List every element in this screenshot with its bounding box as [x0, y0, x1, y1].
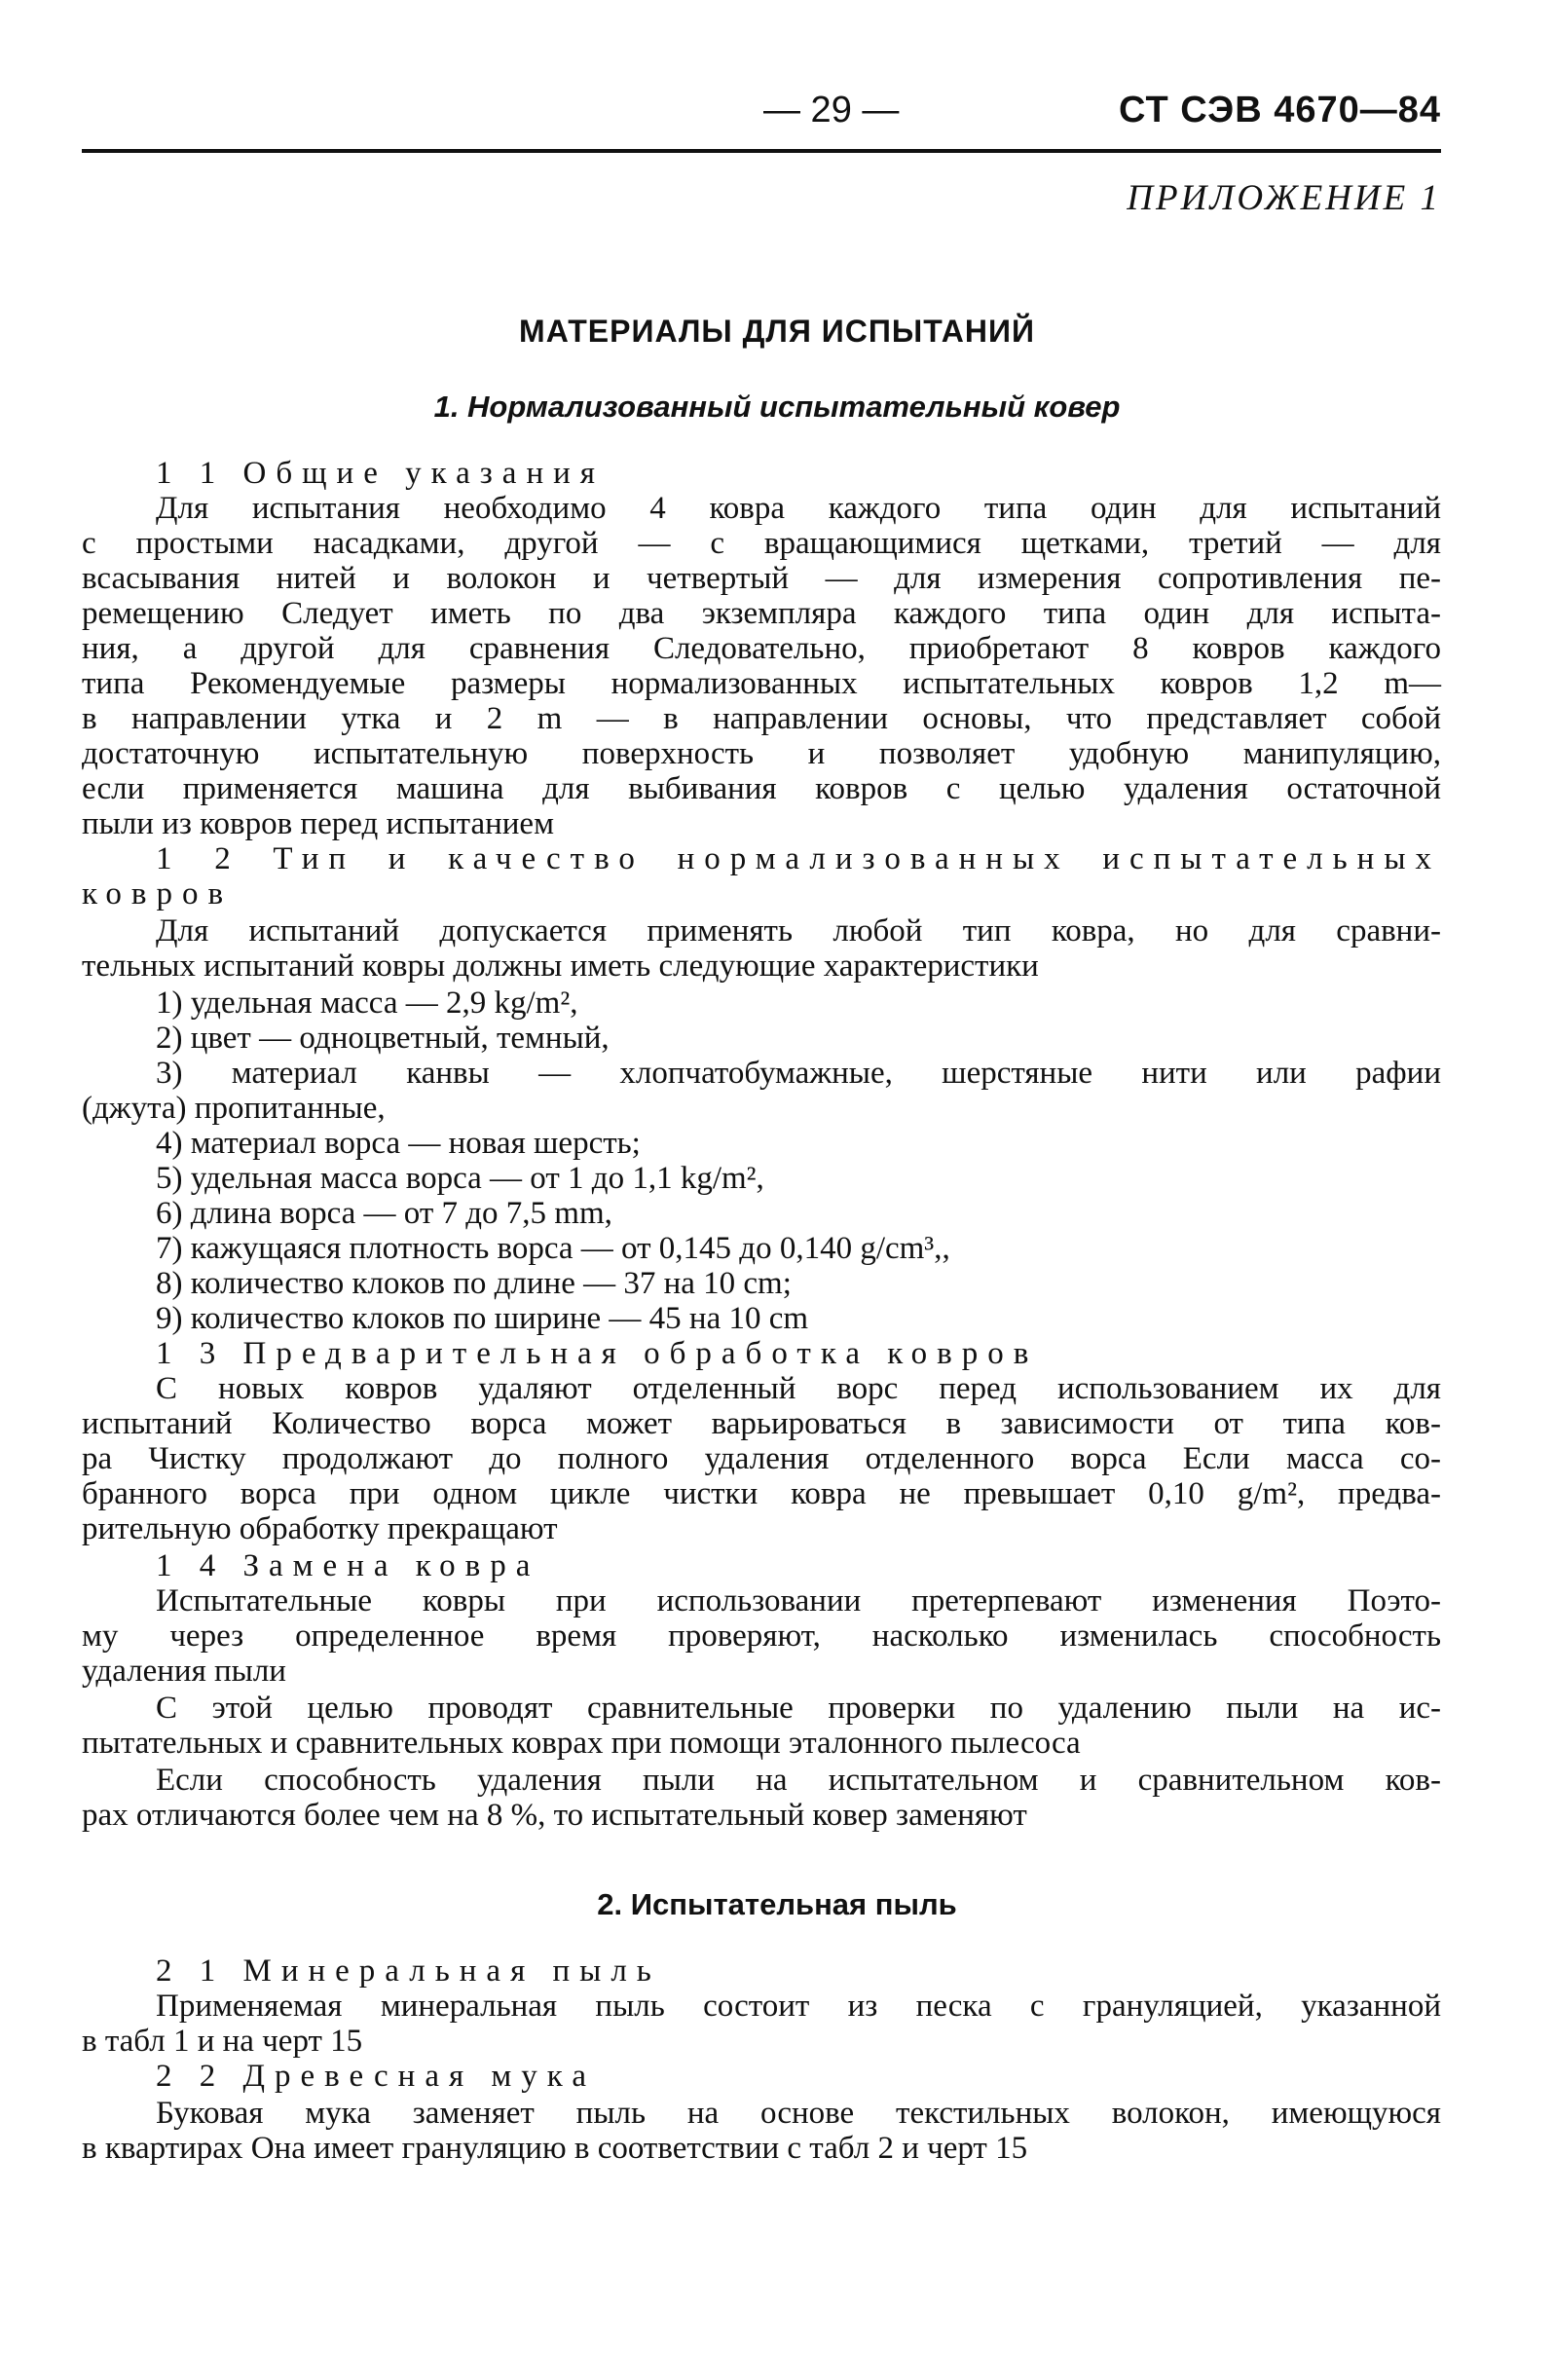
- paragraph-line: С новых ковров удаляют отделенный ворс перед использованием их для: [156, 1371, 1441, 1406]
- page-header: [82, 90, 1441, 138]
- paragraph-line: пытательных и сравнительных коврах при помощи эталонного пылесоса: [82, 1726, 1081, 1761]
- paragraph-line: достаточную испытательную поверхность и позволяет удобную манипуляцию,: [82, 736, 1441, 771]
- paragraph-line: всасывания нитей и волокон и четвертый — для измерения сопротивления пе-: [82, 561, 1441, 596]
- subsection-2-2-heading: 2 2 Древесная мука: [156, 2059, 596, 2094]
- paragraph-line: в табл 1 и на черт 15: [82, 2024, 363, 2059]
- paragraph-line: ра Чистку продолжают до полного удаления отделенного ворса Если масса со-: [82, 1441, 1441, 1476]
- paragraph-line: му через определенное время проверяют, насколько изменилась способность: [82, 1618, 1441, 1654]
- section-1-heading: 1. Нормализованный испытательный ковер: [433, 390, 1121, 424]
- list-item: 7) кажущаяся плотность ворса — от 0,145 до 0,140 g/cm³,,: [156, 1231, 950, 1266]
- section-2-heading: 2. Испытательная пыль: [597, 1887, 957, 1921]
- list-item: 3) материал канвы — хлопчатобумажные, шерстяные нити или рафии: [156, 1056, 1441, 1091]
- paragraph-line: если применяется машина для выбивания ковров с целью удаления остаточной: [82, 771, 1441, 806]
- paragraph-line: Буковая мука заменяет пыль на основе текстильных волокон, имеющуюся: [156, 2096, 1441, 2131]
- paragraph-line: бранного ворса при одном цикле чистки ковра не превышает 0,10 g/m², предва-: [82, 1476, 1441, 1511]
- list-item: 6) длина ворса — от 7 до 7,5 mm,: [156, 1196, 612, 1231]
- subsection-1-1-heading: 1 1 Общие указания: [156, 456, 605, 491]
- paragraph-line: Испытательные ковры при использовании претерпевают изменения Поэто-: [156, 1583, 1441, 1618]
- subsection-1-2-heading: 1 2 Тип и качество нормализованных испытательных: [156, 841, 1441, 876]
- paragraph-line: Если способность удаления пыли на испытательном и сравнительном ков-: [156, 1763, 1441, 1798]
- paragraph-line: с простыми насадками, другой — с вращающимися щетками, третий — для: [82, 526, 1441, 561]
- paragraph-line: испытаний Количество ворса может варьироваться в зависимости от типа ков-: [82, 1406, 1441, 1441]
- list-item: 1) удельная масса — 2,9 kg/m²,: [156, 985, 578, 1021]
- list-item: 8) количество клоков по длине — 37 на 10 cm;: [156, 1266, 792, 1301]
- paragraph-line: Для испытаний допускается применять любой тип ковра, но для сравни-: [156, 913, 1441, 948]
- paragraph-line: тельных испытаний ковры должны иметь следующие характеристики: [82, 948, 1039, 984]
- paragraph-line: пыли из ковров перед испытанием: [82, 806, 554, 841]
- list-item: 5) удельная масса ворса — от 1 до 1,1 kg/m²,: [156, 1161, 764, 1196]
- subsection-1-2-heading-continued: ковров: [82, 876, 234, 911]
- paragraph-line: ния, а другой для сравнения Следовательно, приобретают 8 ковров каждого: [82, 631, 1441, 666]
- paragraph-line: рительную обработку прекращают: [82, 1511, 558, 1546]
- list-item: 2) цвет — одноцветный, темный,: [156, 1021, 610, 1056]
- page-number: — 29 —: [763, 90, 900, 130]
- paragraph-line: С этой целью проводят сравнительные проверки по удалению пыли на ис-: [156, 1691, 1441, 1726]
- paragraph-line: рах отличаются более чем на 8 %, то испытательный ковер заменяют: [82, 1798, 1027, 1833]
- subsection-1-3-heading: 1 3 Предварительная обработка ковров: [156, 1336, 1039, 1371]
- paragraph-line: в квартирах Она имеет грануляцию в соответствии с табл 2 и черт 15: [82, 2131, 1028, 2166]
- paragraph-line: в направлении утка и 2 m — в направлении основы, что представляет собой: [82, 701, 1441, 736]
- appendix-label: ПРИЛОЖЕНИЕ 1: [1127, 178, 1441, 218]
- paragraph-line: ремещению Следует иметь по два экземпляра каждого типа один для испыта-: [82, 596, 1441, 631]
- subsection-2-1-heading: 2 1 Минеральная пыль: [156, 1953, 661, 1989]
- paragraph-line: Применяемая минеральная пыль состоит из песка с грануляцией, указанной: [156, 1989, 1441, 2024]
- page-title: МАТЕРИАЛЫ ДЛЯ ИСПЫТАНИЙ: [519, 314, 1035, 349]
- paragraph-line: удаления пыли: [82, 1654, 286, 1689]
- document-code: СТ СЭВ 4670—84: [1118, 90, 1441, 130]
- list-item: 9) количество клоков по ширине — 45 на 10 cm: [156, 1301, 809, 1336]
- list-item: 4) материал ворса — новая шерсть;: [156, 1126, 641, 1161]
- paragraph-line: типа Рекомендуемые размеры нормализованных испытательных ковров 1,2 m—: [82, 666, 1441, 701]
- list-item-continued: (джута) пропитанные,: [82, 1091, 386, 1126]
- subsection-1-4-heading: 1 4 Замена ковра: [156, 1548, 540, 1583]
- paragraph-line: Для испытания необходимо 4 ковра каждого типа один для испытаний: [156, 491, 1441, 526]
- header-divider: [82, 149, 1441, 153]
